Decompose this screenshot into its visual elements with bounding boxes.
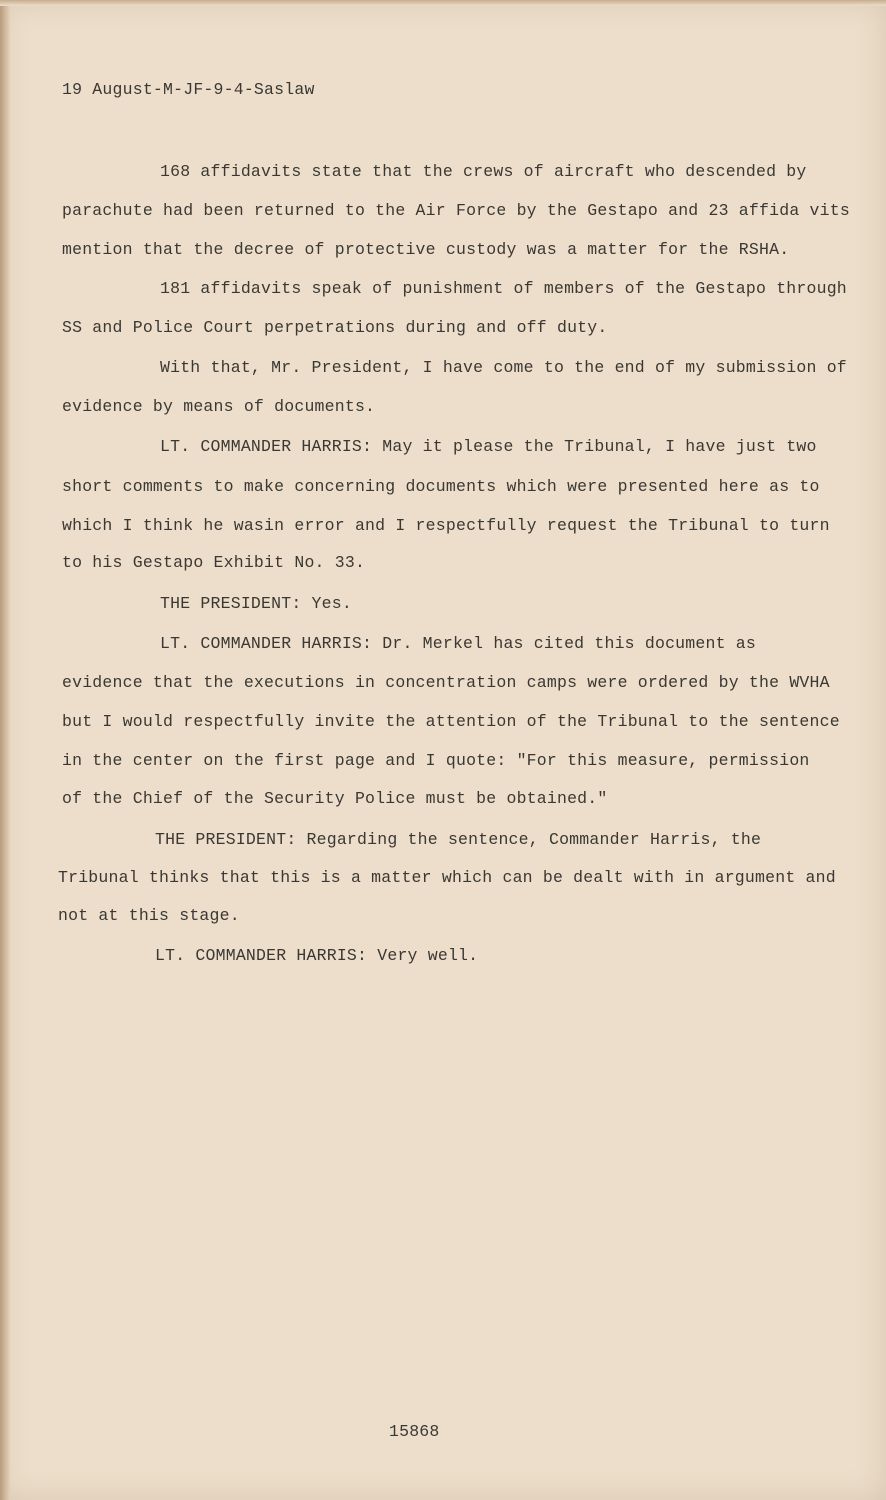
text-line: to his Gestapo Exhibit No. 33. [62, 553, 366, 572]
text-line: evidence that the executions in concentration camps were ordered by the WVHA [62, 673, 830, 692]
page-number: 15868 [389, 1422, 440, 1441]
text-line: LT. COMMANDER HARRIS: May it please the Tribunal, I have just two [160, 437, 817, 456]
text-line: 181 affidavits speak of punishment of members of the Gestapo through [160, 279, 847, 298]
text-line: short comments to make concerning documents which were presented here as to [62, 477, 820, 496]
text-line: With that, Mr. President, I have come to the end of my submission of [160, 358, 847, 377]
text-line: in the center on the first page and I quote: "For this measure, permission [62, 751, 810, 770]
text-line: evidence by means of documents. [62, 397, 376, 416]
text-line: which I think he wasin error and I respectfully request the Tribunal to turn [62, 516, 830, 535]
text-line: SS and Police Court perpetrations during and off duty. [62, 318, 608, 337]
text-line: LT. COMMANDER HARRIS: Dr. Merkel has cited this document as [160, 634, 756, 653]
text-line: Tribunal thinks that this is a matter which can be dealt with in argument and [58, 868, 836, 887]
text-line: not at this stage. [58, 906, 240, 925]
text-line: 168 affidavits state that the crews of aircraft who descended by [160, 162, 807, 181]
text-line: parachute had been returned to the Air Force by the Gestapo and 23 affida vits [62, 201, 850, 220]
text-line: but I would respectfully invite the attention of the Tribunal to the sentence [62, 712, 840, 731]
text-line: of the Chief of the Security Police must be obtained." [62, 789, 608, 808]
text-line: LT. COMMANDER HARRIS: Very well. [155, 946, 479, 965]
document-header: 19 August-M-JF-9-4-Saslaw [62, 80, 315, 99]
text-line: THE PRESIDENT: Yes. [160, 594, 352, 613]
text-line: THE PRESIDENT: Regarding the sentence, Commander Harris, the [155, 830, 762, 849]
text-line: mention that the decree of protective custody was a matter for the RSHA. [62, 240, 790, 259]
